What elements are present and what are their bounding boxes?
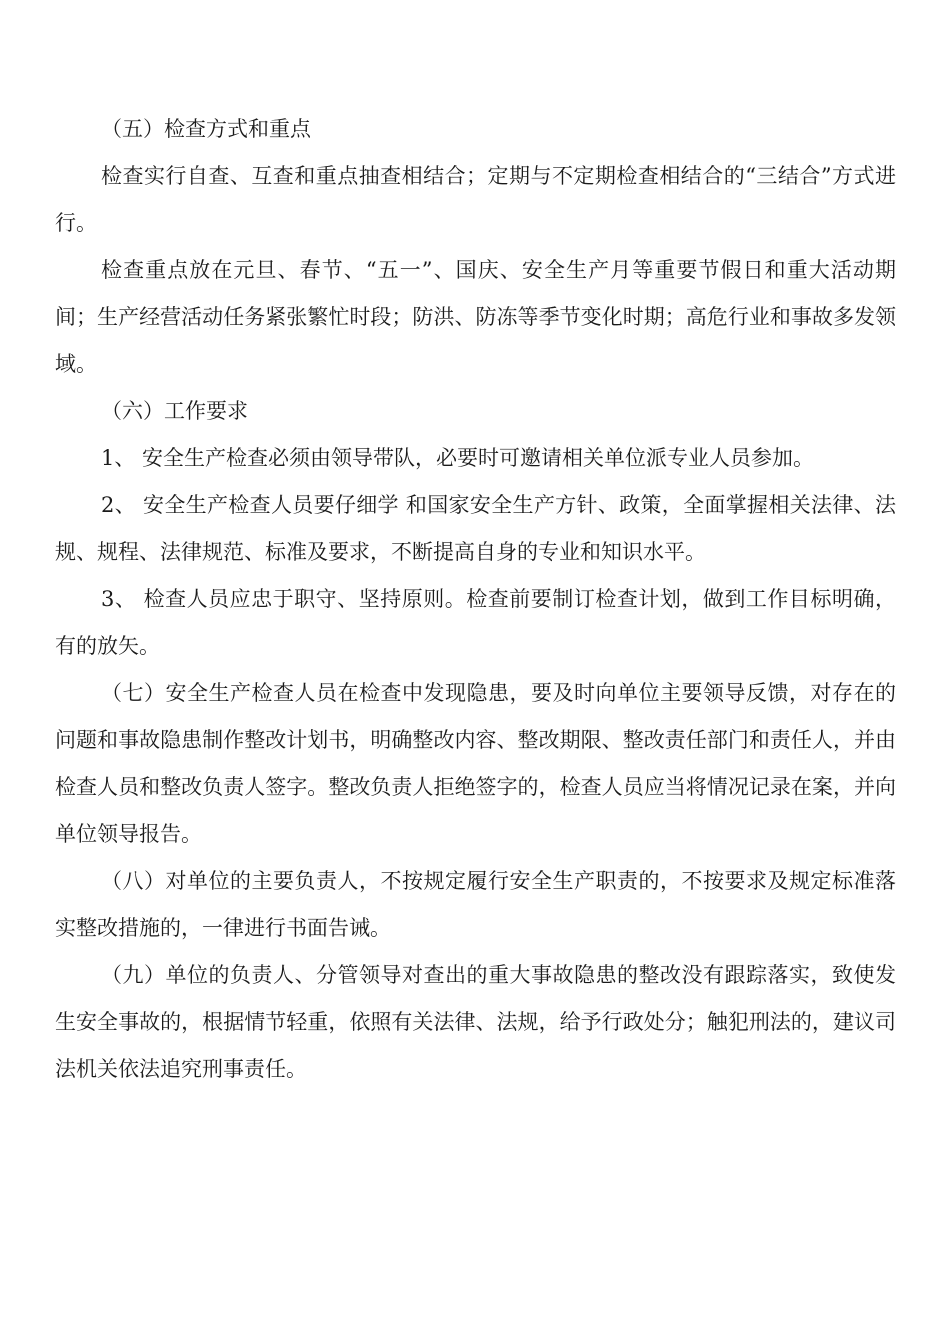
- section-paragraph-8: （八）对单位的主要负责人，不按规定履行安全生产职责的，不按要求及规定标准落实整改措施的，一律进行书面告诫。: [55, 869, 896, 940]
- document-body: [55, 106, 896, 1093]
- paragraph-inspection-focus: 检查重点放在元旦、春节、“五一”、国庆、安全生产月等重要节假日和重大活动期间；生产经营活动任务紧张繁忙时段；防洪、防冻等季节变化时期；高危行业和事故多发领域。: [55, 258, 896, 376]
- paragraph-inspection-method: 检查实行自查、互查和重点抽查相结合；定期与不定期检查相结合的“三结合”方式进行。: [55, 164, 896, 235]
- section-paragraph-9: （九）单位的负责人、分管领导对查出的重大事故隐患的整改没有跟踪落实，致使发生安全事故的，根据情节轻重，依照有关法律、法规，给予行政处分；触犯刑法的，建议司法机关依法追究刑事责任。: [55, 963, 896, 1081]
- section-paragraph-7: （七）安全生产检查人员在检查中发现隐患，要及时向单位主要领导反馈，对存在的问题和事故隐患制作整改计划书，明确整改内容、整改期限、整改责任部门和责任人，并由检查人员和整改负责人签字。整改负责人拒绝签字的，检查人员应当将情况记录在案，并向单位领导报告。: [55, 681, 896, 846]
- requirement-item-3: 3、 检查人员应忠于职守、坚持原则。检查前要制订检查计划，做到工作目标明确，有的放矢。: [55, 587, 896, 658]
- section-heading-5: （五）检查方式和重点: [101, 117, 311, 141]
- section-heading-6: （六）工作要求: [101, 399, 248, 423]
- requirement-item-1: 1、 安全生产检查必须由领导带队，必要时可邀请相关单位派专业人员参加。: [101, 446, 815, 470]
- requirement-item-2: 2、 安全生产检查人员要仔细学 和国家安全生产方针、政策，全面掌握相关法律、法规、规程、法律规范、标准及要求，不断提高自身的专业和知识水平。: [55, 493, 896, 564]
